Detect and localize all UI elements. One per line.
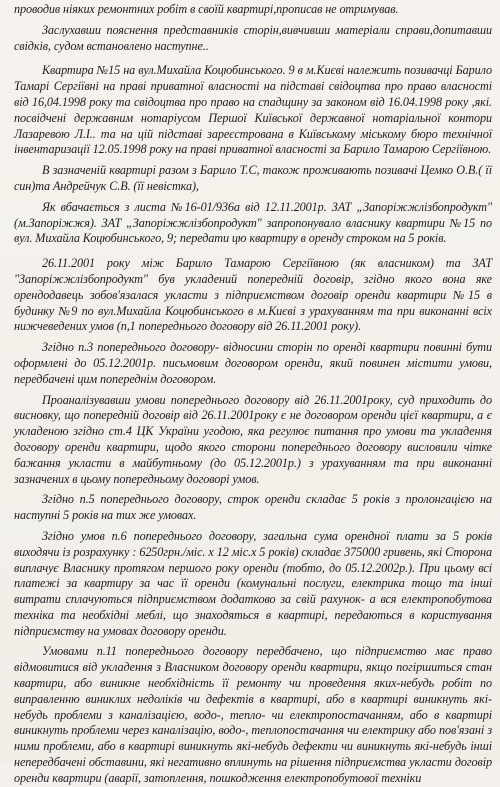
paragraph-9: Згідно п.5 попереднього договору, строк оренди складає 5 років з пролонгацією на наступні 5 років на тих же умовах. <box>14 492 492 523</box>
paragraph-7: Згідно п.3 попереднього договору- відносини сторін по оренді квартири повинні бути оформлені до 05.12.2001р. письмовим договором оренди, який повинен містити умови, передбачені цим попереднім договором. <box>14 340 492 386</box>
paragraph-8: Проаналізувавши умови попереднього договору від 26.11.2001року, суд приходить до висновку, що попередній договір від 26.11.2001року є не договором оренди цієї квартири, а є укладеною згідно ст.4 ЦК України угодою, яка регулює питання про умови та укладення договору оренди квартири, щодо якого сторони попереднього договору висловили чітке бажання укласти в майбутньому (до 05.12.2001р.) з урахуванням та при виконанні зазначених в цьому попередньому договорі умов. <box>14 392 492 486</box>
paragraph-5: Як вбачається з листа №16-01/936а від 12.11.2001р. ЗАТ „Запоріжжлізбопродукт" (м.Запоріжжя). ЗАТ „Запоріжжлізбопродукт" запропонувало власнику квартири №15 по вул. Михайла Коцюбинського, 9; передати цю квартиру в оренду строком на 5 років. <box>14 199 492 246</box>
paragraph-11: Умовами п.11 попереднього договору передбачено, що підприємство має право відмовитися від укладення з Власником договору оренди квартири, якщо погіршиться стан квартири, або виникне необхідність її ремонту чи проведення яких-небудь робіт по виправленню виниклих недоліків чи дефектів в квартирі, або в квартирі виникнуть які-небудь проблеми з каналізацією, водо-, тепло- чи електропостачанням, або в квартирі виникнуть проблеми через каналізацію, водо-, теплопостачання чи електрику або пов'язані з ними проблеми, або в квартирі виникнуть які-небудь дефекти чи виникнуть які-небудь інші непередбачені обставини, які негативно вплинуть на рішення підприємства укласти договір оренди квартири (аварії, затоплення, пошкодження електропобутової техніки <box>14 644 492 785</box>
paragraph-10: Згідно умов п.6 попереднього договору, загальна сума орендної плати за 5 років виходячи із розрахунку : 6250грн./міс. х 12 міс.х 5 років) складає 375000 гривень, які Сторона виплачує Власнику протягом першого року оренди (тобто, до 05.12.2002р.). При цьому всі платежі за квартиру за час її оренди (комунальні послуги, електрика тощо та інші витрати сплачуються підприємством додатково за свій рахунок- а вся електропобутова техніка та необхідні меблі, що знаходяться в квартирі, передаються в користування підприємству на умовах договору оренди. <box>14 528 492 638</box>
paragraph-1: проводив ніяких ремонтних робіт в своїй квартирі,прописав не отримував. <box>14 2 399 16</box>
paragraph-3: Квартира №15 на вул.Михайла Коцюбинського. 9 в м.Києві належить позивачці Барило Тамарі Сергіївні на праві приватної власності на підставі свідоцтва про право власності від 16,04.1998 року та свідоцтва про право на спадщину за законом від 16.04.1998 року ,які. посвідчені державним нотаріусом Першої Київської державної нотаріальної контори Лазаревою Л.І.. та на цій підставі зареєстрована в Київському міському бюро технічної інвентаризації 12.05.1998 року на праві приватної власності за Барило Тамарою Сергіївною. <box>14 63 492 157</box>
paragraph-2: Заслухавши пояснення представників сторін,вивчивши матеріали справи,допитавши свідків, судом встановлено наступне.. <box>14 22 492 53</box>
paragraph-4: В зазначеній квартирі разом з Барило Т.С, також проживають позивачі Цемко О.В.( її син)та Андрейчук С.В. (її невістка), <box>14 163 492 193</box>
paragraph-6: 26.11.2001 року між Барило Тамарою Сергіївною (як власником) та ЗАТ "Запоріжжлізбопродукт" був укладений попередній договір, згідно якого вона яке орендодавець зобов'язалася укласти з підприємством договір оренди квартири №15 в будинку №9 по вул.Михайла Коцюбинського в м.Києві з урахуванням та при виконанні всіх нижчеведених умов (п,1 попереднього договору від 26.11.2001 року). <box>14 256 492 334</box>
